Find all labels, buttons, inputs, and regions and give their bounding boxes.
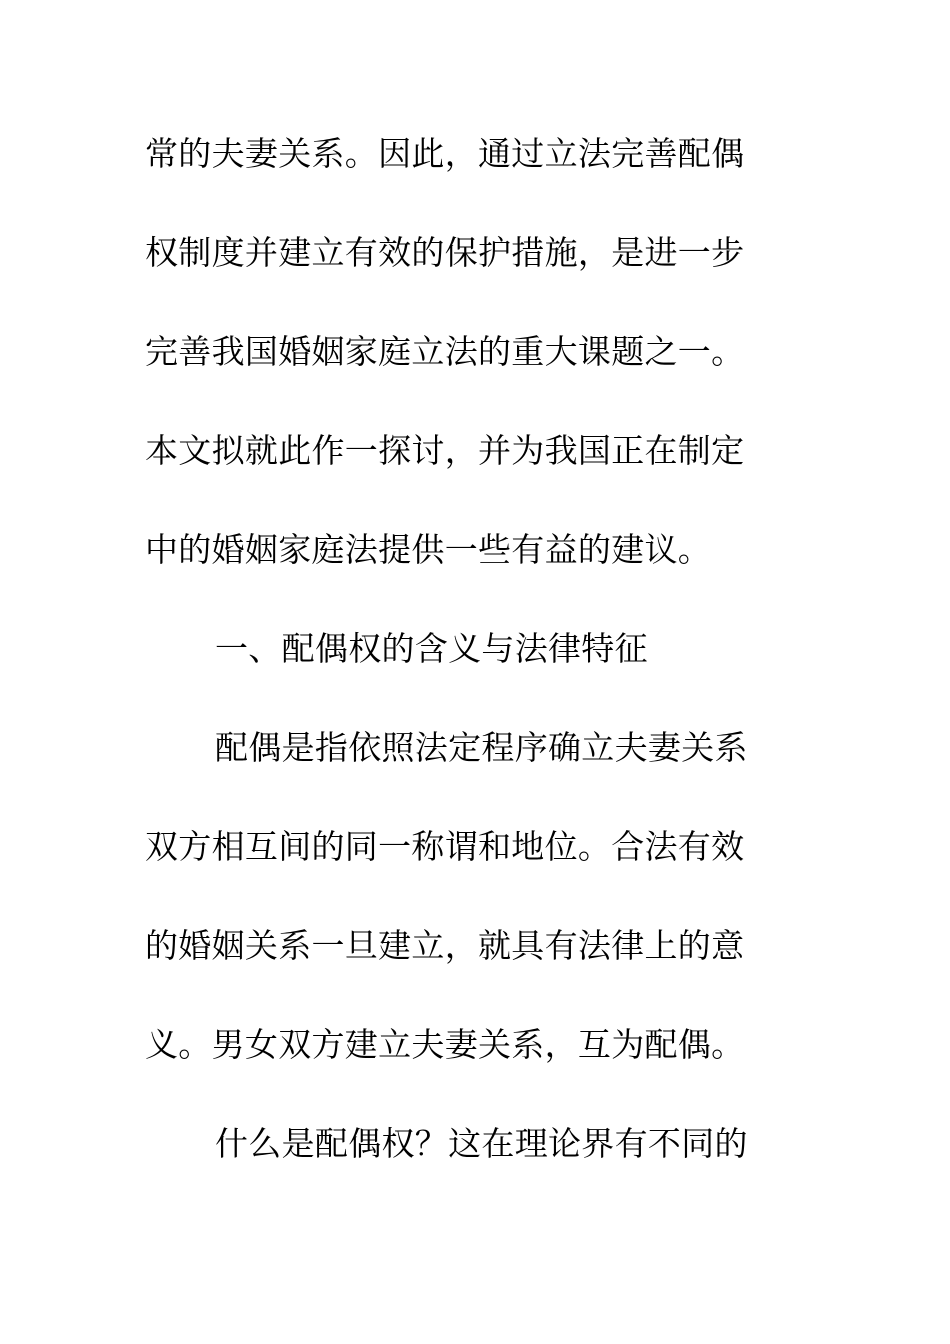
section-heading: 一、配偶权的含义与法律特征 bbox=[215, 629, 648, 668]
text-line: 双方相互间的同一称谓和地位。合法有效 bbox=[145, 827, 745, 866]
text-line: 中的婚姻家庭法提供一些有益的建议。 bbox=[145, 530, 712, 569]
text-line: 常的夫妻关系。因此，通过立法完善配偶 bbox=[145, 134, 745, 173]
text-line: 的婚姻关系一旦建立，就具有法律上的意 bbox=[145, 926, 745, 965]
document-body bbox=[145, 122, 785, 1211]
text-line: 完善我国婚姻家庭立法的重大课题之一。 bbox=[145, 332, 745, 371]
text-line: 本文拟就此作一探讨，并为我国正在制定 bbox=[145, 431, 745, 470]
text-line: 义。男女双方建立夫妻关系，互为配偶。 bbox=[145, 1025, 745, 1064]
paragraph-start-line: 什么是配偶权？这在理论界有不同的 bbox=[215, 1124, 748, 1163]
paragraph-start-line: 配偶是指依照法定程序确立夫妻关系 bbox=[215, 728, 748, 767]
text-line: 权制度并建立有效的保护措施，是进一步 bbox=[145, 233, 745, 272]
